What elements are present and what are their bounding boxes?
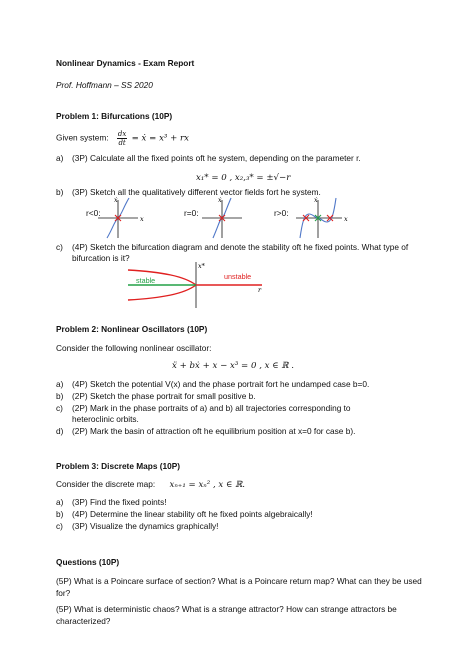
p1-given-row [56,130,189,147]
bifurcation-diagram [122,262,272,312]
q2-line-1: (5P) What is deterministic chaos? What is a strange attractor? How can strange attractors be [56,604,397,614]
p2-heading: Problem 2: Nonlinear Oscillators (10P) [56,324,208,334]
xdot-axis-label: ẋ [314,196,318,204]
p2-item-c-label: c) [56,403,63,413]
p2-item-a-text: (4P) Sketch the potential V(x) and the phase portrait fort he undamped case b=0. [72,379,370,389]
p1-heading: Problem 1: Bifurcations (10P) [56,111,173,121]
p1-given-label: Given system: [56,132,109,143]
unstable-label: unstable [224,272,252,281]
p1-fixed-points: x₁* = 0 , x₂,₃* = ±√−r [196,173,291,183]
p1-a-text: (3P) Calculate all the fixed points oft he system, depending on the parameter r. [72,153,361,163]
p1-b-row [56,187,321,198]
q1-line-2: for? [56,588,71,598]
p1-c-label: c) [56,242,63,252]
p2-item-c-continued: heteroclinic orbits. [72,414,139,424]
p1-equation: = ẋ = x³ + rx [131,133,189,144]
p3-item-a-text: (3P) Find the fixed points! [72,497,167,507]
x-axis-label: x [140,215,144,223]
p1-c-text-2: bifurcation is it? [72,253,130,263]
doc-author: Prof. Hoffmann – SS 2020 [56,80,153,90]
p2-item-c [56,403,351,414]
q2-line-2: characterized? [56,616,111,626]
doc-title: Nonlinear Dynamics - Exam Report [56,58,195,68]
p3-item-b-label: b) [56,509,64,519]
p1-c-row [56,242,408,253]
p2-item-c-text: (2P) Mark in the phase portraits of a) and b) all trajectories corresponding to [72,403,351,413]
p3-intro: Consider the discrete map: [56,479,156,489]
p2-item-d [56,426,355,437]
p3-item-c [56,521,219,532]
p1-b-label: b) [56,187,64,197]
stable-label: stable [136,276,156,285]
q-heading: Questions (10P) [56,557,120,567]
p3-item-b-text: (4P) Determine the linear stability oft he fixed points algebraically! [72,509,313,519]
panel-label-r-pos: r>0: [274,208,289,218]
q1-line-1: (5P) What is a Poincare surface of section? What is a Poincare return map? What can they be used [56,576,422,586]
p3-heading: Problem 3: Discrete Maps (10P) [56,461,181,471]
p1-a-label: a) [56,153,64,163]
p2-item-a-label: a) [56,379,64,389]
xstar-axis-label: x* [198,262,205,270]
p2-item-b [56,391,256,402]
vector-field-r-neg [96,198,156,240]
p3-item-a-label: a) [56,497,64,507]
p2-item-d-label: d) [56,426,64,436]
p1-c-text-1: (4P) Sketch the bifurcation diagram and denote the stability oft he fixed points. What type of [72,242,409,252]
p1-derivative-fraction [117,130,127,147]
p2-item-b-text: (2P) Sketch the phase portrait for small positive b. [72,391,256,401]
p2-equation: ẍ + bẋ + x − x³ = 0 , x ∈ ℝ . [172,361,294,371]
p3-item-b [56,509,313,520]
x-axis-label: x [344,215,348,223]
panel-label-r-neg: r<0: [86,208,101,218]
p3-item-a [56,497,167,508]
p1-b-text: (3P) Sketch all the qualitatively different vector fields fort he system. [72,187,321,197]
p3-equation: xₙ₊₁ = xₙ² , x ∈ ℝ. [169,480,245,490]
p1-a-row [56,153,361,164]
xdot-axis-label: ẋ [114,196,118,204]
vector-field-r-pos [296,198,366,240]
frac-numerator: dx [117,130,127,138]
p2-item-a [56,379,369,390]
frac-denominator: dt [118,139,126,147]
p3-intro-row [56,479,245,491]
p2-item-d-text: (2P) Mark the basin of attraction oft he equilibrium position at x=0 for case b). [72,426,356,436]
p3-item-c-text: (3P) Visualize the dynamics graphically! [72,521,219,531]
p3-item-c-label: c) [56,521,63,531]
xdot-axis-label: ẋ [218,196,222,204]
p2-intro: Consider the following nonlinear oscillator: [56,343,212,353]
r-axis-label: r [258,286,262,294]
p2-item-b-label: b) [56,391,64,401]
vector-field-r-zero [200,198,260,240]
panel-label-r-zero: r=0: [184,208,199,218]
